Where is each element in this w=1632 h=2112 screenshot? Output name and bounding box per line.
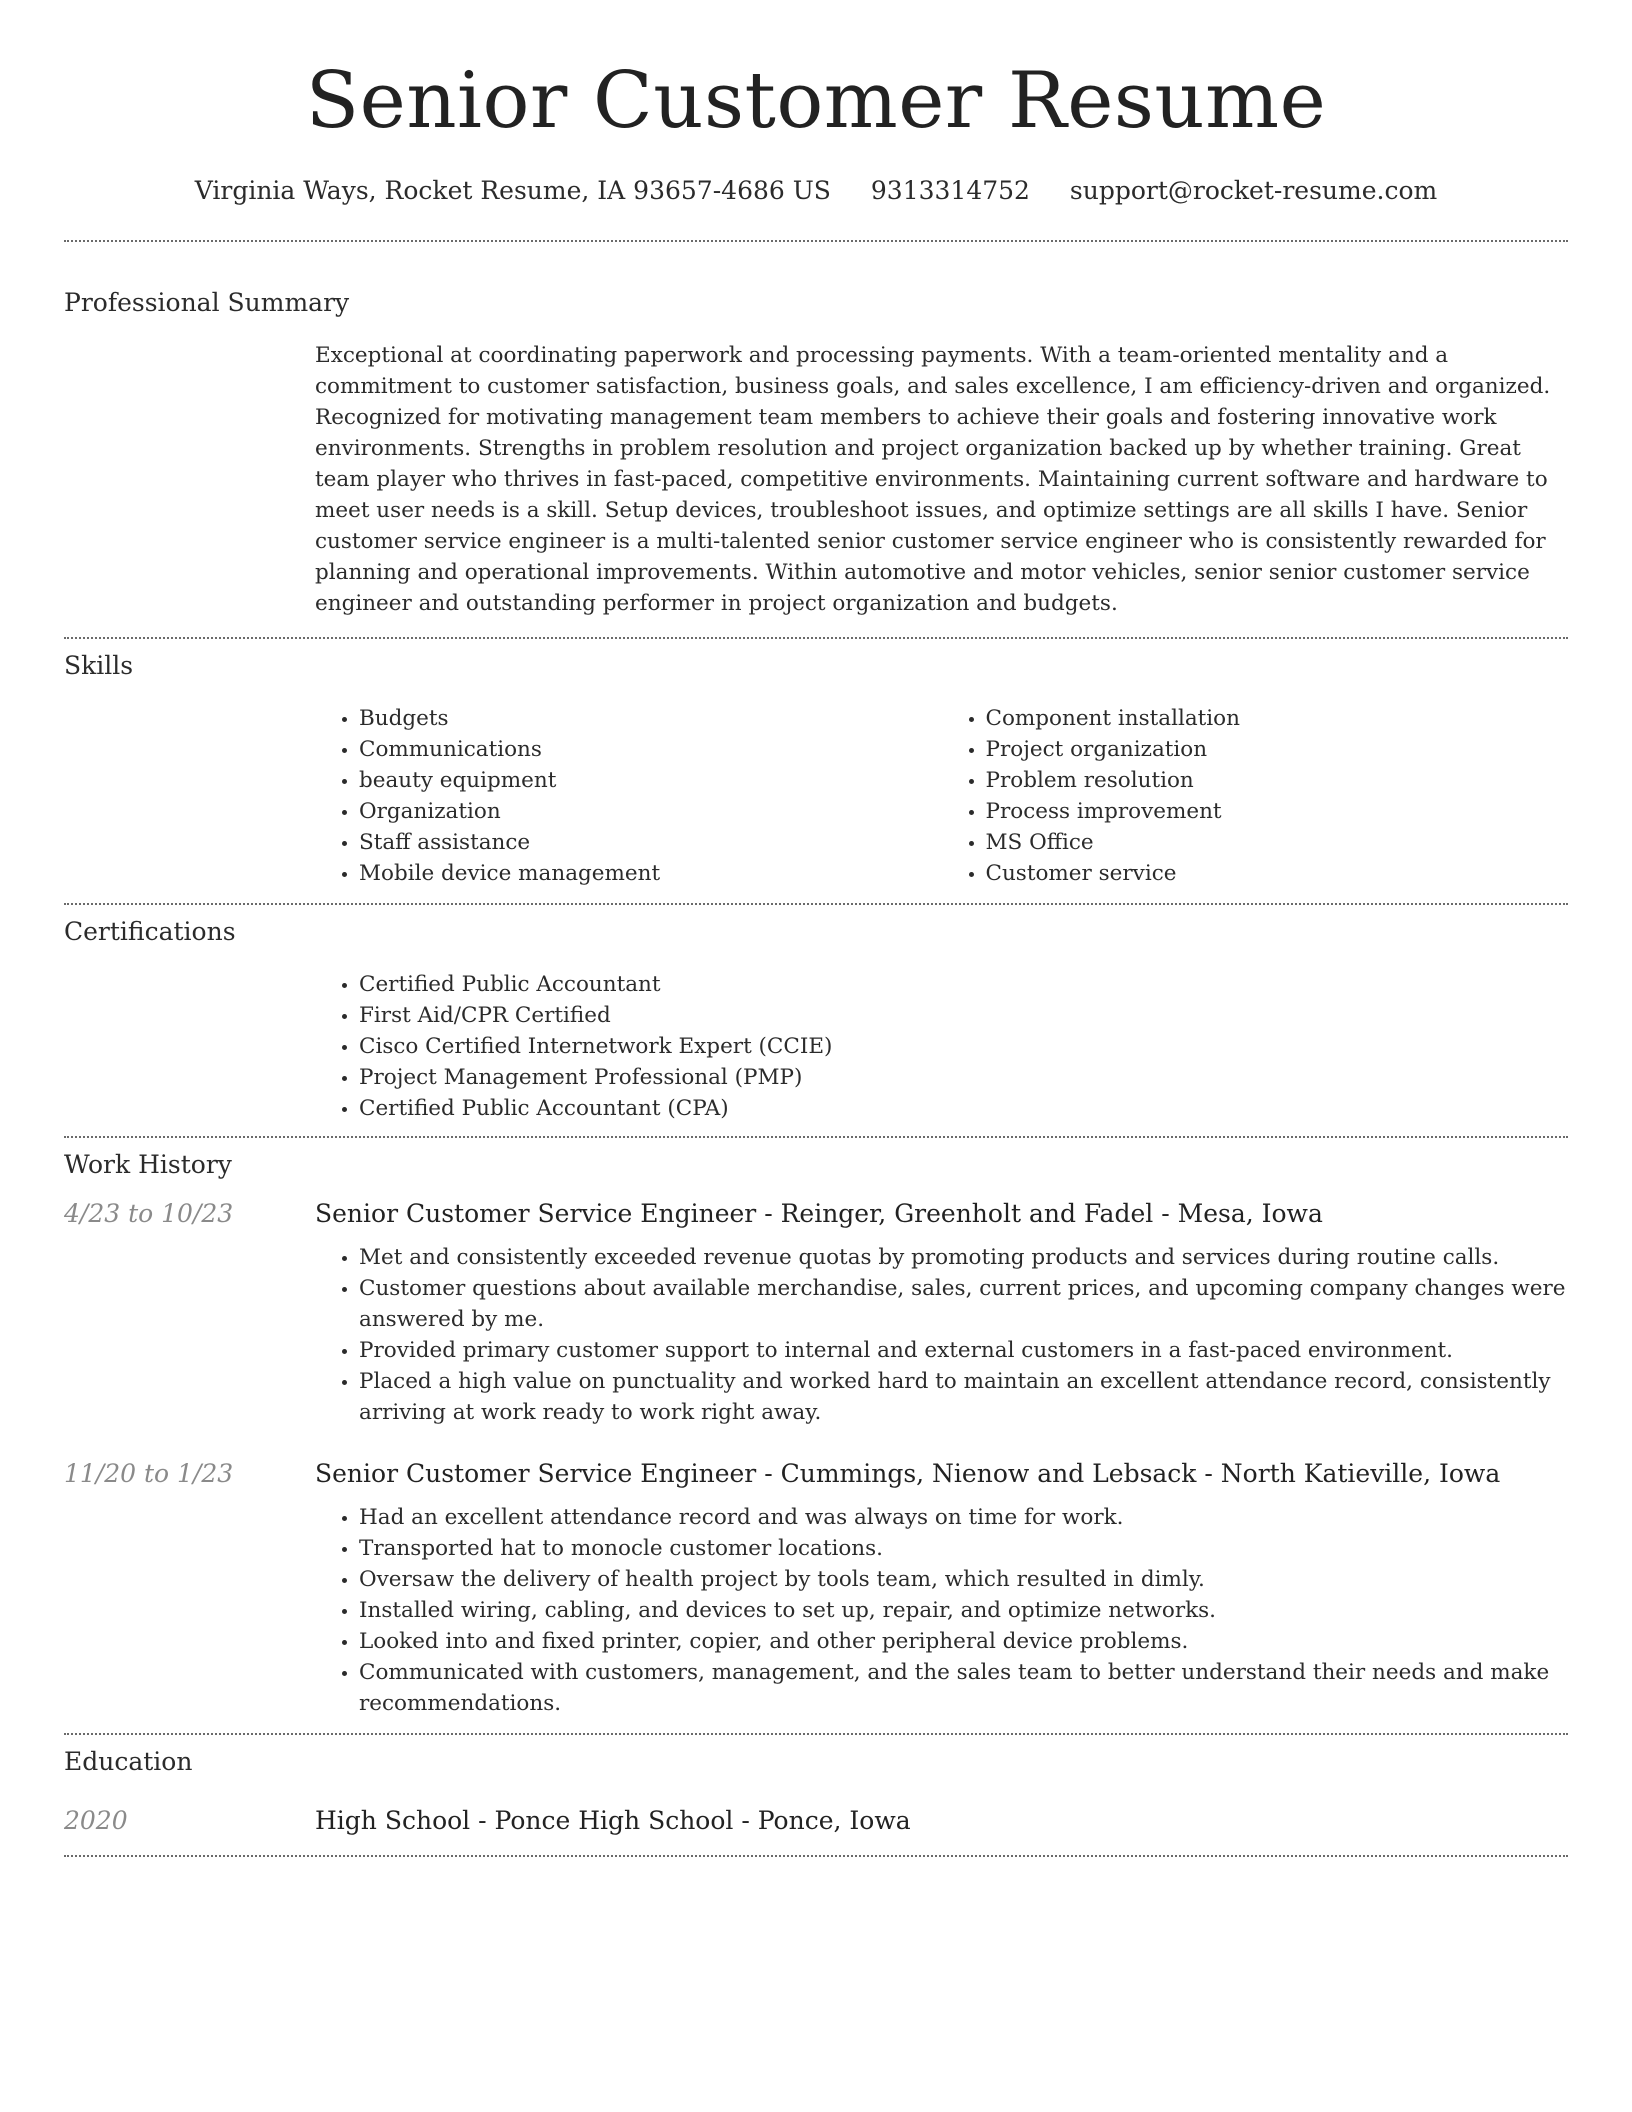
education-divider <box>64 1855 1568 1857</box>
education-heading-text: High School - Ponce High School - Ponce, Iowa <box>315 1806 911 1835</box>
contact-line <box>64 176 1568 206</box>
resume-page <box>64 0 1568 1857</box>
job-header <box>64 1458 1568 1490</box>
job-dates: 11/20 to 1/23 <box>64 1459 234 1488</box>
job-bullet: • Customer questions about available merchandise, sales, current prices, and upcoming company changes were answered by me. <box>359 1273 1568 1335</box>
header-divider <box>64 240 1568 242</box>
job-bullet: • Oversaw the delivery of health project by tools team, which resulted in dimly. <box>359 1564 1568 1595</box>
certifications-list <box>315 969 1568 1124</box>
job-bullet: • Provided primary customer support to internal and external customers in a fast-paced environment. <box>359 1335 1568 1366</box>
skill-item: • Mobile device management <box>359 858 942 889</box>
summary-heading: Professional Summary <box>64 288 350 317</box>
certification-item: • Certified Public Accountant <box>359 969 1568 1000</box>
skills-divider <box>64 903 1568 905</box>
job-duties <box>315 1502 1568 1719</box>
job-duties <box>315 1242 1568 1428</box>
job-bullets <box>315 1242 1568 1428</box>
contact-email: support@rocket-resume.com <box>1069 176 1438 205</box>
skills-list-left <box>315 703 942 889</box>
skill-item: • Budgets <box>359 703 942 734</box>
skill-item: • Customer service <box>986 858 1569 889</box>
summary-text: Exceptional at coordinating paperwork and processing payments. With a team-oriented mentality and a commitment to customer satisfaction, business goals, and sales excellence, I am efficiency-driven and organized. Recognized for motivating management team members to achieve their goals and fostering innovative work environments. Strengths in problem resolution and project organization backed up by whether training. Great team player who thrives in fast-paced, competitive environments. Maintaining current software and hardware to meet user needs is a skill. Setup devices, troubleshoot issues, and optimize settings are all skills I have. Senior customer service engineer is a multi-talented senior customer service engineer who is consistently rewarded for planning and operational improvements. Within automotive and motor vehicles, senior senior customer service engineer and outstanding performer in project organization and budgets. <box>315 343 1551 616</box>
job-bullet: • Looked into and fixed printer, copier, and other peripheral device problems. <box>359 1626 1568 1657</box>
job-bullet: • Had an excellent attendance record and was always on time for work. <box>359 1502 1568 1533</box>
certification-item: • Certified Public Accountant (CPA) <box>359 1093 1568 1124</box>
skill-item: • Communications <box>359 734 942 765</box>
work-history-divider <box>64 1733 1568 1735</box>
job-bullet: • Placed a high value on punctuality and worked hard to maintain an excellent attendance record, consistently arriving at work ready to work right away. <box>359 1366 1568 1428</box>
certification-item: • Cisco Certified Internetwork Expert (CCIE) <box>359 1031 1568 1062</box>
resume-name: Senior Customer Resume <box>305 56 1327 146</box>
skill-item: • Problem resolution <box>986 765 1569 796</box>
summary-divider <box>64 637 1568 639</box>
job-header <box>64 1198 1568 1230</box>
skills-list-right <box>942 703 1569 889</box>
job-dates: 4/23 to 10/23 <box>64 1199 234 1228</box>
job-bullets <box>315 1502 1568 1719</box>
education-year: 2020 <box>64 1806 128 1835</box>
job-title: Senior Customer Service Engineer - Cummings, Nienow and Lebsack - North Katieville, Iowa <box>315 1459 1501 1488</box>
education-heading: Education <box>64 1747 193 1776</box>
certifications-divider <box>64 1136 1568 1138</box>
skill-item: • Organization <box>359 796 942 827</box>
job-bullet: • Met and consistently exceeded revenue quotas by promoting products and services during routine calls. <box>359 1242 1568 1273</box>
skill-item: • Process improvement <box>986 796 1569 827</box>
job-bullet: • Communicated with customers, management, and the sales team to better understand their needs and make recommendations. <box>359 1657 1568 1719</box>
certification-item: • First Aid/CPR Certified <box>359 1000 1568 1031</box>
job-bullet: • Transported hat to monocle customer locations. <box>359 1533 1568 1564</box>
certifications-heading: Certifications <box>64 917 236 946</box>
skill-item: • MS Office <box>986 827 1569 858</box>
skill-item: • Project organization <box>986 734 1569 765</box>
job-bullet: • Installed wiring, cabling, and devices to set up, repair, and optimize networks. <box>359 1595 1568 1626</box>
skill-item: • Staff assistance <box>359 827 942 858</box>
certification-item: • Project Management Professional (PMP) <box>359 1062 1568 1093</box>
skills-columns <box>315 703 1568 889</box>
education-entry <box>64 1805 1568 1837</box>
job-title: Senior Customer Service Engineer - Reinger, Greenholt and Fadel - Mesa, Iowa <box>315 1199 1323 1228</box>
job-entry <box>64 1198 1568 1428</box>
skill-item: • Component installation <box>986 703 1569 734</box>
work-history-heading: Work History <box>64 1150 232 1179</box>
certifications-block <box>315 969 1568 1124</box>
skills-heading: Skills <box>64 651 134 680</box>
job-entry <box>64 1458 1568 1719</box>
contact-phone: 9313314752 <box>870 176 1030 205</box>
skill-item: • beauty equipment <box>359 765 942 796</box>
contact-address: Virginia Ways, Rocket Resume, IA 93657-4686 US <box>194 176 831 205</box>
